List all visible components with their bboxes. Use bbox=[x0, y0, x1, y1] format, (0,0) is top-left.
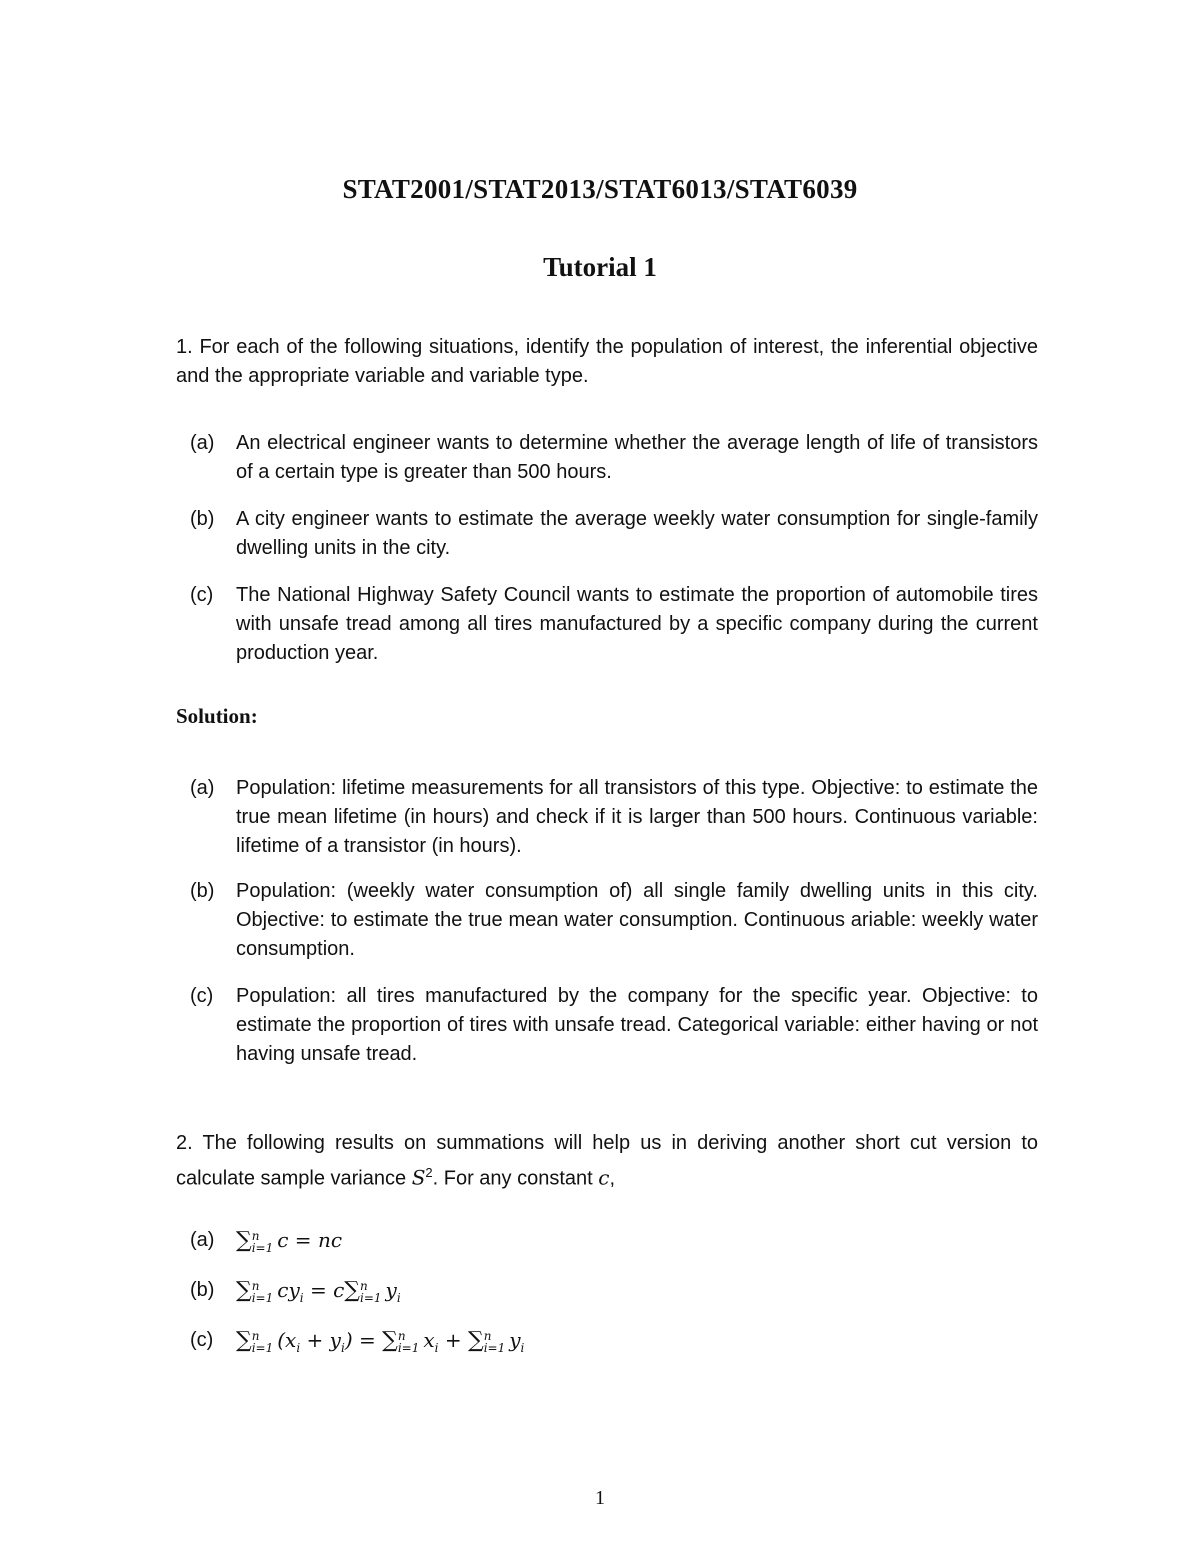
prompt-text: . For any constant bbox=[432, 1167, 599, 1190]
formula-term: x bbox=[423, 1328, 435, 1352]
subscript: i bbox=[520, 1341, 525, 1355]
formula: ∑ n i=1 c = nc bbox=[236, 1228, 343, 1255]
formula-term: nc bbox=[317, 1228, 343, 1252]
item-label: (c) bbox=[190, 1329, 214, 1351]
formula-term: ) bbox=[344, 1328, 353, 1352]
summation-symbol: ∑ bbox=[236, 1228, 252, 1253]
summation-limits: n i=1 bbox=[483, 1328, 506, 1355]
solution-item-c bbox=[190, 982, 1038, 1069]
subscript: i bbox=[296, 1341, 301, 1355]
summation-rule-c bbox=[190, 1326, 1038, 1363]
prompt-text: 2. The following results on summations will help us in deriving another short cut version to calculate sample variance bbox=[176, 1132, 1038, 1190]
summation-limits: n i=1 bbox=[360, 1278, 382, 1305]
tutorial-title: Tutorial 1 bbox=[543, 252, 657, 282]
course-title: STAT2001/STAT2013/STAT6013/STAT6039 bbox=[342, 174, 858, 204]
formula-term: y bbox=[509, 1328, 521, 1352]
item-text: The National Highway Safety Council wants to estimate the proportion of automobile tires with unsafe tread among all tires manufactured by a specific company during the current production year. bbox=[236, 584, 1038, 664]
item-label: (a) bbox=[190, 777, 215, 799]
prompt-text: , bbox=[609, 1167, 616, 1190]
summation-symbol: ∑ bbox=[467, 1328, 484, 1353]
item-text: A city engineer wants to estimate the average weekly water consumption for single-family dwelling units in the city. bbox=[236, 508, 1038, 559]
formula-term: cy bbox=[277, 1278, 300, 1302]
item-text: Population: (weekly water consumption of) all single family dwelling units in this city. Objective: to estimate the true mean water consumption. Continuous ariable: weekly water consumption. bbox=[236, 880, 1038, 960]
item-text: Population: lifetime measurements for all transistors of this type. Objective: to estimate the true mean lifetime (in hours) and check if it is larger than 500 hours. Continuous variable: lifetime of a transistor (in hours). bbox=[236, 777, 1038, 857]
subscript: i bbox=[434, 1341, 439, 1355]
solution-heading: Solution: bbox=[176, 704, 258, 728]
summation-limits: n i=1 bbox=[251, 1328, 274, 1355]
summation-limits: n i=1 bbox=[251, 1278, 274, 1305]
formula-term: (x bbox=[277, 1328, 297, 1352]
formula-term: c bbox=[277, 1228, 289, 1252]
question-1-item-a bbox=[190, 429, 1038, 487]
summation-rule-a bbox=[190, 1226, 1038, 1255]
item-label: (a) bbox=[190, 432, 215, 454]
subscript: i bbox=[340, 1341, 345, 1355]
question-1-item-b bbox=[190, 505, 1038, 563]
question-1-item-c bbox=[190, 581, 1038, 668]
formula-term: + y bbox=[300, 1328, 341, 1352]
summation-symbol: ∑ bbox=[236, 1328, 252, 1353]
formula-term: y bbox=[385, 1278, 397, 1302]
summation-limits: n i=1 bbox=[251, 1228, 274, 1255]
item-text: An electrical engineer wants to determine whether the average length of life of transistors of a certain type is greater than 500 hours. bbox=[236, 432, 1038, 483]
variance-symbol: S bbox=[411, 1165, 426, 1190]
constant-symbol: c bbox=[598, 1165, 610, 1190]
question-2-prompt bbox=[176, 1129, 1038, 1194]
solution-item-b bbox=[190, 877, 1038, 964]
subscript: i bbox=[396, 1291, 401, 1305]
summation-symbol: ∑ bbox=[236, 1278, 252, 1303]
summation-limits: n i=1 bbox=[397, 1328, 420, 1355]
item-label: (c) bbox=[190, 584, 214, 606]
item-label: (b) bbox=[190, 880, 215, 902]
formula: ∑ n i=1 $(x_i + y_i)$ = ∑ n i=1 $x_i$ + ∑ n i=1 $y_i$ bbox=[236, 1328, 525, 1355]
summation-symbol: ∑ bbox=[344, 1278, 360, 1303]
item-label: (a) bbox=[190, 1229, 215, 1251]
page-number: 1 bbox=[595, 1487, 605, 1509]
solution-item-a bbox=[190, 774, 1038, 861]
formula: ∑ n i=1 $cy_i = c\sum$ n i=1 $y_i$ bbox=[236, 1278, 401, 1305]
item-label: (b) bbox=[190, 1279, 215, 1301]
variance-exponent: 2 bbox=[425, 1165, 433, 1180]
subscript: i bbox=[299, 1291, 304, 1305]
question-1-prompt: 1. For each of the following situations, identify the population of interest, the inferential objective and the appropriate variable and variable type. bbox=[176, 336, 1038, 387]
item-label: (b) bbox=[190, 508, 215, 530]
formula-term: c bbox=[333, 1278, 345, 1302]
item-label: (c) bbox=[190, 985, 214, 1007]
summation-symbol: ∑ bbox=[382, 1328, 398, 1353]
item-text: Population: all tires manufactured by the company for the specific year. Objective: to estimate the proportion of tires with unsafe tread. Categorical variable: either having or not having unsafe tread. bbox=[236, 985, 1038, 1065]
summation-rule-b bbox=[190, 1276, 1038, 1313]
